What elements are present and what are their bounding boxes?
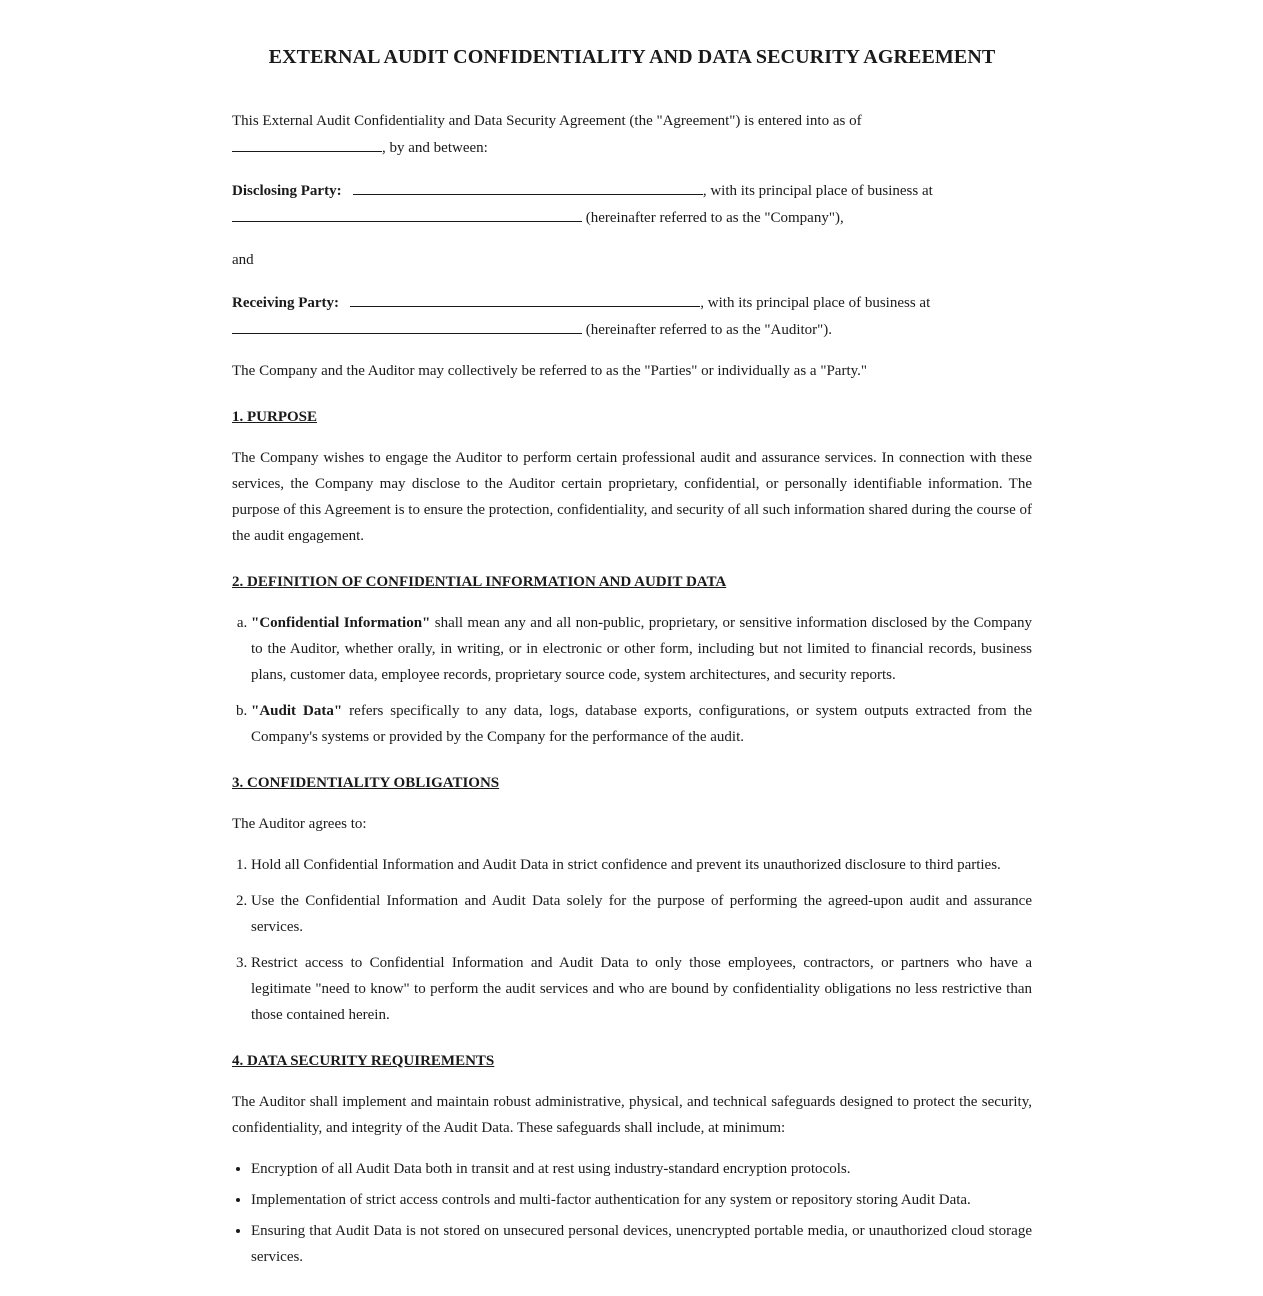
receiving-party-mid: , with its principal place of business at — [700, 295, 931, 311]
list-item: • Implementation of strict access controls and multi-factor authentication for any system or repository storing Audit Data. — [251, 1187, 1032, 1213]
obligations-list — [232, 852, 1032, 1028]
disclosing-party-tail: (hereinafter referred to as the "Company"), — [585, 210, 844, 226]
security-lead: The Auditor shall implement and maintain robust administrative, physical, and technical safeguards designed to protect the security, confidentiality, and integrity of the Audit Data. These safeguards shall include, at minimum: — [232, 1094, 1032, 1136]
definition-text: refers specifically to any data, logs, database exports, configurations, or system outputs extracted from the Company's systems or provided by the Company for the performance of the audit. — [251, 703, 1032, 745]
list-item: 3. Restrict access to Confidential Information and Audit Data to only those employees, contractors, or partners who have a legitimate "need to know" to perform the audit services and who are bound by confidentiality obligations no less restrictive than those contained herein. — [251, 950, 1032, 1028]
section-heading-obligations: 3. CONFIDENTIALITY OBLIGATIONS — [232, 775, 500, 791]
section-heading-purpose: 1. PURPOSE — [232, 409, 318, 425]
list-item — [251, 698, 1032, 750]
disclosing-party-name-blank — [353, 177, 703, 195]
disclosing-party-paragraph — [232, 177, 1032, 231]
intro-paragraph — [232, 108, 1032, 161]
definition-list — [232, 610, 1032, 750]
intro-after-blank: , by and between: — [382, 140, 488, 156]
collective-paragraph: The Company and the Auditor may collectively be referred to as the "Parties" or individually as a "Party." — [232, 363, 868, 379]
receiving-party-label: Receiving Party: — [232, 295, 340, 311]
security-list — [232, 1156, 1032, 1270]
definition-text: shall mean any and all non-public, proprietary, or sensitive information disclosed by the Company to the Auditor, whether orally, in writing, or in electronic or other form, including but not limited to financial records, business plans, customer data, employee records, proprietary source code, system architectures, and security reports. — [251, 615, 1033, 683]
disclosing-party-address-blank — [232, 204, 582, 222]
document-title: EXTERNAL AUDIT CONFIDENTIALITY AND DATA SECURITY AGREEMENT — [268, 46, 996, 68]
section-heading-security: 4. DATA SECURITY REQUIREMENTS — [232, 1053, 495, 1069]
obligations-list-wrap — [232, 852, 1032, 1028]
obligations-lead: The Auditor agrees to: — [232, 816, 367, 832]
section-heading-definition: 2. DEFINITION OF CONFIDENTIAL INFORMATION AND AUDIT DATA — [232, 574, 727, 590]
definition-term: "Audit Data" — [251, 703, 343, 719]
disclosing-party-label: Disclosing Party: — [232, 183, 342, 199]
list-item — [251, 610, 1032, 688]
purpose-paragraph: The Company wishes to engage the Auditor to perform certain professional audit and assurance services. In connection with these services, the Company may disclose to the Auditor certain proprietary, confidential, or personally identifiable information. The purpose of this Agreement is to ensure the protection, confidentiality, and security of all such information shared during the course of the audit engagement. — [232, 450, 1032, 544]
disclosing-party-mid: , with its principal place of business at — [702, 183, 933, 199]
intro-text: This External Audit Confidentiality and Data Security Agreement (the "Agreement") is entered into as of — [232, 113, 862, 129]
definition-list-wrap — [232, 610, 1032, 750]
list-item: 1. Hold all Confidential Information and Audit Data in strict confidence and prevent its unauthorized disclosure to third parties. — [251, 852, 1032, 878]
list-item: • Ensuring that Audit Data is not stored on unsecured personal devices, unencrypted portable media, or unauthorized cloud storage services. — [251, 1218, 1032, 1270]
receiving-party-name-blank — [350, 289, 700, 307]
and-text: and — [232, 252, 254, 268]
list-item: 2. Use the Confidential Information and Audit Data solely for the purpose of performing the agreed-upon audit and assurance services. — [251, 888, 1032, 940]
receiving-party-tail: (hereinafter referred to as the "Auditor"). — [585, 322, 833, 338]
definition-term: "Confidential Information" — [251, 615, 431, 631]
security-list-wrap — [232, 1156, 1032, 1270]
document-page — [232, 0, 1032, 1270]
list-item: • Encryption of all Audit Data both in transit and at rest using industry-standard encryption protocols. — [251, 1156, 1032, 1182]
receiving-party-paragraph — [232, 289, 1032, 343]
receiving-party-address-blank — [232, 316, 582, 334]
date-blank — [232, 134, 382, 152]
